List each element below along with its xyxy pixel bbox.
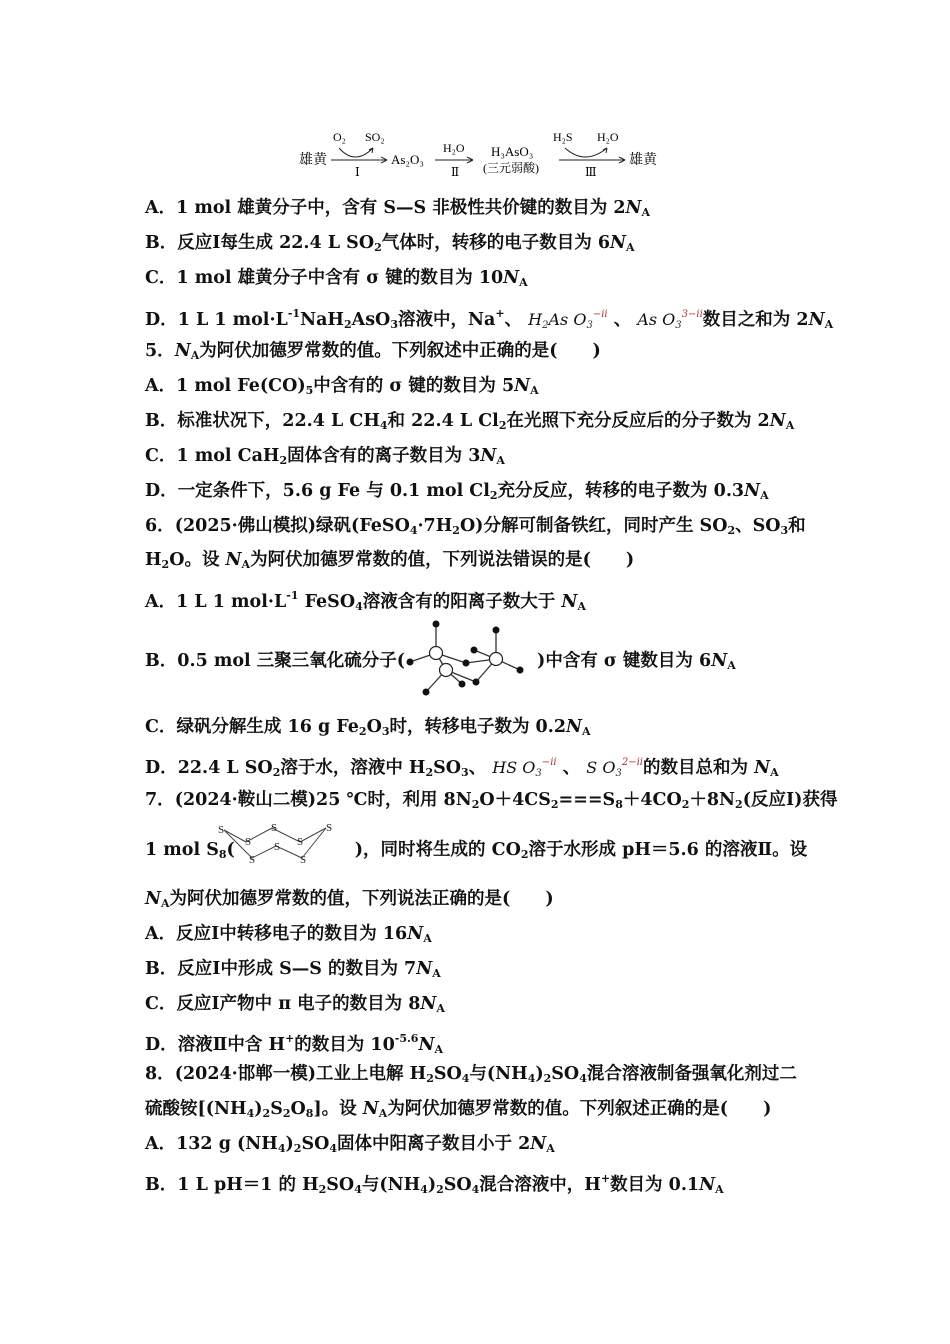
scheme-mid1: As₂O₃ xyxy=(391,152,424,167)
q7-stem-line1: 7．(2024·鞍山二模)25 ℃时，利用 $8N_2O+4CS_2===S_8+4CO_2+8N_2$(反应Ⅰ)获得 xyxy=(145,790,838,811)
q4-option-c: C．1 mol 雄黄分子中含有 σ 键的数目为 $10N_A$ xyxy=(145,268,528,289)
svg-text:S: S xyxy=(296,836,304,848)
formula-hso3-ion: HS $O_3^{-ii}$ xyxy=(492,757,557,779)
q6-option-c: C．绿矾分解生成 16 g $Fe_2O_3$时，转移电子数为 $0.2N_A$ xyxy=(145,717,591,738)
q8-option-b: B．1 L pH＝1 的 $H_2SO_4$与$(NH_4)_2SO_4$混合溶液中，H+数目为 $0.1N_A$ xyxy=(145,1172,724,1196)
q6-option-a: A．1 L 1 $mol\cdot L^{-1}$ FeSO$_4$溶液含有的阳离子数大于 $N_A$ xyxy=(145,589,586,613)
step2-label: Ⅱ xyxy=(451,165,460,179)
q8-option-a: A．132 g $(NH_4)_2SO_4$固体中阳离子数目小于 $2N_A$ xyxy=(145,1134,555,1155)
reagent3-in: H₂S xyxy=(553,130,573,144)
svg-text:S: S xyxy=(244,836,252,848)
reagent3-out: H₂O xyxy=(597,130,619,144)
svg-text:S: S xyxy=(217,824,225,836)
reagent1-out: SO₂ xyxy=(365,130,385,144)
q5-option-c: C．1 mol CaH$_2$固体含有的离子数目为 $3N_A$ xyxy=(145,446,505,467)
q4-option-b: B．反应Ⅰ每生成 22.4 L $SO_2$气体时，转移的电子数目为 $6N_A$ xyxy=(145,233,635,254)
q8-stem-line2: 硫酸铵$[(NH_4)_2S_2O_8]$。设 $N_A$为阿伏加德罗常数的值。下列叙述正确的是( ) xyxy=(145,1099,772,1120)
q6-stem-line2: $H_2O$。设 $N_A$为阿伏加德罗常数的值，下列说法错误的是( ) xyxy=(145,550,635,571)
reagent2: H₂O xyxy=(443,141,465,155)
q6-stem-line1: 6．(2025·佛山模拟)绿矾$(FeSO_4\cdot 7H_2O)$分解可制备铁红，同时产生 $SO_2$、$SO_3$和 xyxy=(145,516,806,537)
svg-text:S: S xyxy=(248,854,256,866)
q4-option-d: D．1 L 1 $mol\cdot L^{-1}NaH_2AsO_3$溶液中，Na+、 $H_2As$ $O_3^{-ii}$ 、 As $O_3^{3-ii}$数目之和为 $2N_A$ xyxy=(145,307,834,331)
q6-option-d: D．22.4 L $SO_2$溶于水，溶液中 $H_2SO_3$、 HS $O_3^{-ii}$ 、 S $O_3^{2-ii}$的数目总和为 $N_A$ xyxy=(145,757,779,779)
svg-text:S: S xyxy=(270,822,278,834)
scheme-mid2-note: (三元弱酸) xyxy=(483,161,539,175)
q5-option-a: A．1 mol $Fe(CO)_5$中含有的 σ 键的数目为 $5N_A$ xyxy=(145,376,539,397)
svg-text:S: S xyxy=(299,854,307,866)
q7-option-a: A．反应Ⅰ中转移电子的数目为 $16N_A$ xyxy=(145,924,432,945)
q4-option-a: A．1 mol 雄黄分子中，含有 S—S 非极性共价键的数目为 $2N_A$ xyxy=(145,198,651,219)
q5-option-b: B．标准状况下，22.4 L $CH_4$和 22.4 L $Cl_2$在光照下充分反应后的分子数为 $2N_A$ xyxy=(145,411,795,432)
step1-label: Ⅰ xyxy=(355,165,360,179)
svg-text:S: S xyxy=(325,822,333,834)
q7-option-d: D．溶液Ⅱ中含 H+的数目为 $10^{-5.6}N_A$ xyxy=(145,1032,443,1056)
reaction-scheme xyxy=(295,126,665,180)
q7-stem-line2: 1 mol $S_8$( )，同时将生成的 $CO_2$溶于水形成 pH＝5.6 的溶液Ⅱ。设 xyxy=(145,840,808,861)
q7-option-c: C．反应Ⅰ产物中 π 电子的数目为 $8N_A$ xyxy=(145,994,445,1015)
q5-option-d: D．一定条件下，5.6 g Fe 与 0.1 mol $Cl_2$充分反应，转移的电子数为 $0.3N_A$ xyxy=(145,481,769,502)
scheme-start: 雄黄 xyxy=(299,153,327,168)
s3o9-molecule-figure xyxy=(396,618,532,698)
formula-so3-ion: S $O_3^{2-ii}$ xyxy=(586,757,643,779)
reagent1-in: O₂ xyxy=(333,130,346,144)
formula-h2aso3-ion: $H_2As$ $O_3^{-ii}$ xyxy=(528,309,608,331)
q7-option-b: B．反应Ⅰ中形成 S—S 的数目为 $7N_A$ xyxy=(145,959,441,980)
q6-option-b: B．0.5 mol 三聚三氧化硫分子( )中含有 σ 键数目为 $6N_A$ xyxy=(145,651,736,672)
scheme-end: 雄黄 xyxy=(629,153,657,168)
step3-label: Ⅲ xyxy=(585,165,597,179)
svg-text:S: S xyxy=(273,841,281,853)
q5-stem: 5．$N_A$为阿伏加德罗常数的值。下列叙述中正确的是( ) xyxy=(145,341,601,362)
q7-stem-line3: $N_A$为阿伏加德罗常数的值，下列说法正确的是( ) xyxy=(145,889,554,910)
q8-stem-line1: 8．(2024·邯郸一模)工业上电解 $H_2SO_4$与$(NH_4)_2SO_4$混合溶液制备强氧化剂过二 xyxy=(145,1064,797,1085)
s8-crown-figure xyxy=(212,820,336,870)
scheme-mid2: H₃AsO₃ xyxy=(491,144,534,159)
formula-aso3-ion: As $O_3^{3-ii}$ xyxy=(637,309,703,331)
